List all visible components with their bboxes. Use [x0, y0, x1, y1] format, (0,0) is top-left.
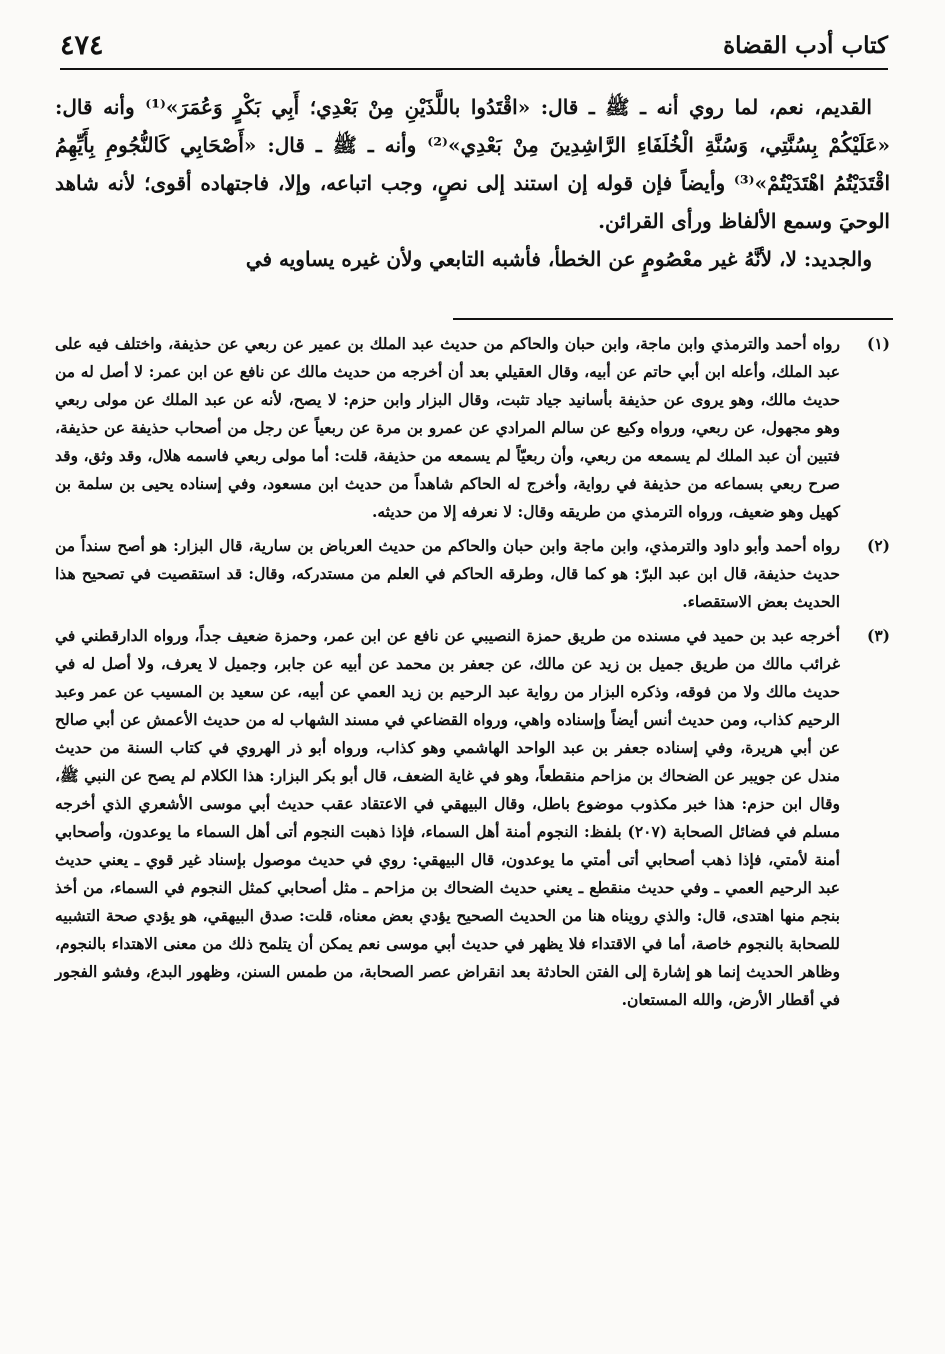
footnote-number: (٣) [866, 626, 890, 645]
footnote-number: (٢) [866, 536, 890, 555]
main-paragraph-1: القديم، نعم، لما روي أنه ـ ﷺ ـ قال: «اقْتَدُوا باللَّذَيْنِ مِنْ بَعْدِي؛ أَبِي بَكْرٍ وَعُمَرَ»⁽¹⁾ وأنه قال: «عَلَيْكُمْ بِسُنَّتِي، وَسُنَّةِ الْخُلَفَاءِ الرَّاشِدِينَ مِنْ بَعْدِي»⁽²⁾ وأنه ـ ﷺ ـ قال: «أَصْحَابِي كَالنُّجُومِ بِأَيِّهِمُ اقْتَدَيْتُمُ اهْتَدَيْتُمْ»⁽³⁾ وأيضاً فإن قوله إن استند إلى نصٍ، وجب اتباعه، وإلا، فاجتهاده أقوى؛ لأنه شاهد الوحيَ وسمع الألفاظ ورأى القرائن. [55, 95, 891, 233]
page-number: ٤٧٤ [60, 30, 104, 61]
main-paragraph-2: والجديد: لا، لأنَّهُ غير معْصُومٍ عن الخطأ، فأشبه التابعي ولأن غيره يساويه في [245, 247, 872, 271]
footnote-text: أخرجه عبد بن حميد في مسنده من طريق حمزة النصيبي عن نافع عن ابن عمر، وحمزة ضعيف جداً، ورواه الدارقطني في غرائب مالك من طريق جميل بن زيد عن مالك، عن جعفر بن محمد عن أبيه عن جابر، وجميل لا يعرف، ولا أصل له في حديث مالك ولا من فوقه، وذكره البزار من رواية عبد الرحيم بن زيد العمي عن أبيه، عن سعيد بن المسيب عن عمر وعبد الرحيم كذاب، ومن حديث أنس أيضاً وإسناده واهي، ورواه القضاعي في مسند الشهاب له من حديث الأعمش عن أبي صالح عن أبي هريرة، وفي إسناده جعفر بن عبد الواحد الهاشمي وهو كذاب، ورواه أبو ذر الهروي في كتاب السنة من حديث مندل عن جويبر عن الضحاك بن مزاحم منقطعاً، وهو في غاية الضعف، قال أبو بكر البزار: هذا الكلام لم يصح عن النبي ﷺ، وقال ابن حزم: هذا خبر مكذوب موضوع باطل، وقال البيهقي في الاعتقاد عقب حديث أبي موسى الأشعري الذي أخرجه مسلم في فضائل الصحابة (٢٠٧) بلفظ: النجوم أمنة أهل السماء، فإذا ذهبت النجوم أتى أهل السماء ما يوعدون، وأصحابي أمنة لأمتي، فإذا ذهب أصحابي أتى أمتي ما يوعدون، قال البيهقي: روي في حديث موصول بإسناد غير قوي ـ يعني حديث عبد الرحيم العمي ـ وفي حديث منقطع ـ يعني حديث الضحاك بن مزاحم ـ مثل أصحابي كمثل النجوم في السماء، من أخذ بنجم منها اهتدى، قال: والذي رويناه هنا من الحديث الصحيح يؤدي بعض معناه، قلت: صدق البيهقي، هو يؤدي صحة التشبيه للصحابة بالنجوم خاصة، أما في الاقتداء فلا يظهر في حديث أبي موسى نعم يمكن أن يتلمح ذلك من معنى الاهتداء بالنجوم، وظاهر الحديث إنما هو إشارة إلى الفتن الحادثة بعد انقراض عصر الصحابة، من طمس السنن، وظهور البدع، وفشو الفجور في أقطار الأرض، والله المستعان. [55, 626, 840, 1009]
footnote-text: رواه أحمد والترمذي وابن ماجة، وابن حبان والحاكم من حديث عبد الملك بن عمير عن ربعي عن حذيفة، واختلف فيه على عبد الملك، وأعله ابن أبي حاتم عن أبيه، وقال العقيلي بعد أن أخرجه من حديث مالك عن نافع عن ابن عمر: لا أصل له من حديث مالك، وهو يروى عن حذيفة بأسانيد جياد تثبت، وقال البزار وابن حزم: لا يصح، لأنه عن عبد الملك عن مولى ربعي وهو مجهول، عن ربعي، ورواه وكيع عن سالم المرادي عن عمرو بن مرة عن ربعياً عن رجل من أصحاب حذيفة عن حذيفة، فتبين أن عبد الملك لم يسمعه من ربعي، وأن ربعيّاً لم يسمعه من حذيفة، قلت: أما مولى ربعي فاسمه هلال، وقد وثق، وقد صرح ربعي بسماعه من حذيفة في رواية، وأخرج له الحاكم شاهداً من حديث ابن مسعود، وفي إسناده يحيى بن سلمة بن كهيل وهو ضعيف، ورواه الترمذي من طريقه وقال: لا نعرفه إلا من حديثه. [55, 334, 840, 521]
footnote-2 [55, 532, 890, 616]
footnote-1 [55, 330, 890, 526]
footnote-3 [55, 622, 890, 1014]
footnotes [55, 330, 890, 1020]
footnote-number: (١) [866, 334, 890, 353]
footnote-text: رواه أحمد وأبو داود والترمذي، وابن ماجة وابن حبان والحاكم من حديث العرباض بن سارية، قال البزار: هو أصح سنداً من حديث حذيفة، قال ابن عبد البرّ: هو كما قال، وطرقه الحاكم في العلم من مستدركه، وقال: قد استقصيت في تصحيح هذا الحديث بعض الاستقصاء. [55, 536, 840, 611]
page-header [60, 28, 888, 70]
main-text [55, 88, 890, 278]
footnote-divider [453, 318, 893, 320]
book-title: كتاب أدب القضاة [723, 32, 888, 59]
